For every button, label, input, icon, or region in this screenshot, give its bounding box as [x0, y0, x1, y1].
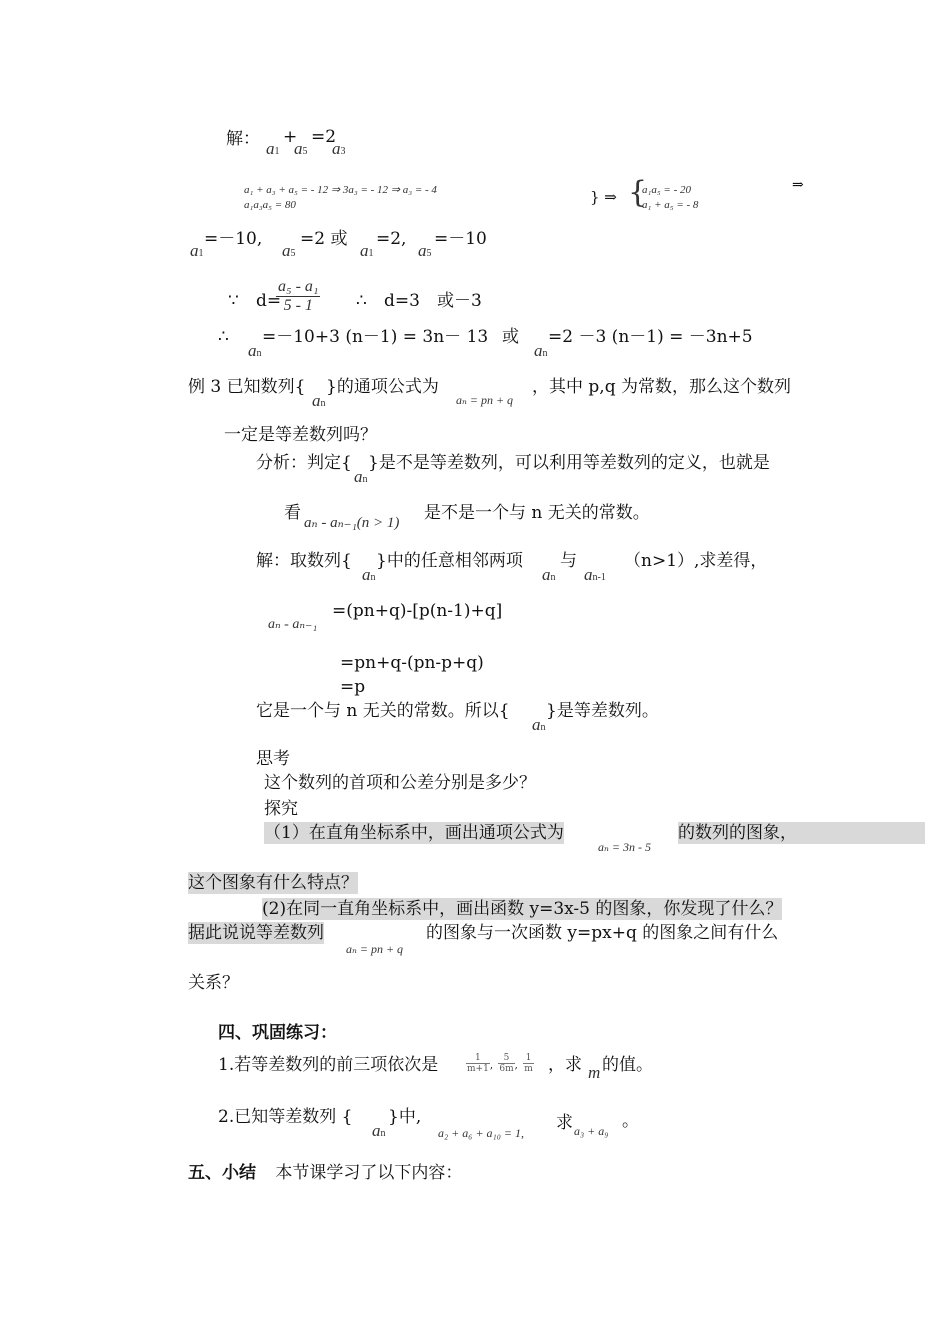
think-question: 这个数列的首项和公差分别是多少？: [264, 773, 536, 793]
d-result: d=3 或－3: [384, 291, 482, 311]
root-a1-symbol: a1: [190, 241, 204, 260]
practice-q2-part4: 。: [622, 1111, 639, 1131]
practice-q2-an: an: [372, 1121, 386, 1140]
practice-q1-part3: 的值。: [602, 1055, 653, 1075]
solution2-conclusion-1: 它是一个与 n 无关的常数。所以{: [256, 701, 510, 721]
explore-2-part2: 据此说说等差数列: [188, 923, 324, 943]
practice-q1-fractions: $\frac{1}{m+1}$ , $\frac{5}{6m}$ , $\frac{1}{m}$: [467, 1053, 533, 1074]
an-symbol-2: an: [534, 341, 548, 360]
example3-part3: ，其中 p,q 为常数，那么这个数列: [532, 377, 791, 397]
practice-q1-m: m: [588, 1063, 601, 1082]
an-expression-2: =2 －3 (n－1) = －3n+5: [548, 327, 753, 347]
explore-2-formula: aₙ = pn + q: [346, 942, 404, 956]
summary-line: [188, 1162, 462, 1184]
explore-1-part3: 这个图象有什么特点？: [188, 873, 358, 893]
root-a5-value-2: =－10: [434, 229, 487, 249]
practice-q1-part2: ，求: [548, 1055, 582, 1075]
root-a1-value-2: =2,: [376, 229, 407, 249]
root-a5-symbol: a5: [282, 241, 296, 260]
summary-heading: 五、小结: [188, 1163, 256, 1183]
system-line-2: a₁a₃a₅ = 80: [244, 199, 296, 211]
solution2-lhs: aₙ - aₙ₋₁: [268, 617, 318, 632]
therefore-symbol-2: ∴: [218, 327, 229, 347]
solution2-part4: （n>1）,求差得，: [624, 551, 768, 571]
system-brace: {: [628, 175, 648, 210]
practice-q1-part1: 1.若等差数列的前三项依次是: [218, 1055, 439, 1075]
explore-1-part2: 的数列的图象，: [678, 822, 925, 844]
system-result-1: a₁a₅ = - 20: [642, 184, 691, 196]
solution2-step1: =(pn+q)-[p(n-1)+q]: [332, 601, 503, 621]
root-a5-value: =2 或: [300, 229, 348, 249]
system-result-2: a₁ + a₅ = - 8: [642, 199, 699, 211]
practice-q2-part3: 求: [556, 1113, 573, 1133]
example3-an: an: [312, 391, 326, 410]
solution2-step3: =p: [340, 677, 366, 697]
plus-sign: +: [283, 127, 298, 147]
system-line-1: a₁ + a₃ + a₅ = - 12 ⇒ 3a₃ = - 12 ⇒ a₃ = - 4: [244, 184, 437, 196]
explore-1-formula: aₙ = 3n - 5: [598, 840, 651, 854]
solution2-and: 与: [560, 551, 577, 571]
a5-symbol: a5: [294, 139, 308, 158]
example3-formula: aₙ = pn + q: [456, 393, 514, 407]
analysis-part2: }是不是等差数列，可以利用等差数列的定义，也就是: [368, 453, 770, 473]
because-symbol: ∵: [228, 291, 239, 311]
practice-q2-formula: a₂ + a₆ + a₁₀ = 1,: [438, 1126, 524, 1140]
solution-label: 解：: [226, 129, 260, 149]
d-fraction: $\frac{\text{a₅ - a₁}}{5 - 1}$: [278, 278, 319, 314]
explore-2-part1: (2)在同一直角坐标系中，画出函数 y=3x-5 的图象，你发现了什么？: [262, 899, 783, 919]
example3-part2: }的通项公式为: [326, 377, 439, 397]
explore-2-part3: 的图象与一次函数 y=px+q 的图象之间有什么: [426, 923, 779, 943]
practice-q2-part2: }中,: [388, 1107, 422, 1127]
analysis-difference: aₙ - aₙ₋₁(n > 1): [304, 515, 400, 531]
solution2-an-term: an: [542, 565, 556, 584]
root-a1-value: =－10,: [204, 229, 263, 249]
solution2-conclusion-2: }是等差数列。: [546, 701, 659, 721]
explore-title: 探究: [264, 799, 298, 819]
explore-1-part1: （1）在直角坐标系中，画出通项公式为: [264, 823, 564, 843]
practice-heading: 四、巩固练习：: [218, 1023, 337, 1043]
root-a1-symbol-2: a1: [360, 241, 374, 260]
solution2-an-1-term: an-1: [584, 565, 606, 584]
d-equals: d=: [256, 291, 282, 311]
solution2-step2: =pn+q-(pn-p+q): [340, 653, 484, 673]
analysis-part4: 是不是一个与 n 无关的常数。: [424, 503, 650, 523]
solution2-part2: }中的任意相邻两项: [376, 551, 523, 571]
implies-arrow: ⇒: [792, 177, 804, 193]
eq-two: =2: [311, 127, 337, 147]
an-or: 或: [502, 327, 519, 347]
solution2-conclusion-an: an: [532, 715, 546, 734]
analysis-part1: 分析：判定{: [256, 453, 352, 473]
solution-a1-a5-line: [226, 128, 260, 150]
a3-symbol: a3: [332, 139, 346, 158]
an-symbol: an: [248, 341, 262, 360]
summary-text: 本节课学习了以下内容：: [275, 1163, 463, 1183]
therefore-symbol: ∴: [356, 291, 367, 311]
think-title: 思考: [256, 749, 290, 769]
root-a5-symbol-2: a5: [418, 241, 432, 260]
explore-2-part4: 关系？: [188, 973, 239, 993]
analysis-an: an: [354, 467, 368, 486]
system-arrow: } ⇒: [590, 188, 617, 206]
example3-question: 一定是等差数列吗？: [224, 425, 377, 445]
analysis-look: 看: [284, 503, 301, 523]
practice-q2-sum: a₃ + a₉: [574, 1124, 609, 1138]
solution2-part1: 解：取数列{: [256, 551, 352, 571]
practice-q2-part1: 2.已知等差数列 {: [218, 1107, 353, 1127]
a1-symbol: a1: [266, 139, 280, 158]
an-expression-1: =－10+3 (n－1) = 3n－ 13: [262, 327, 489, 347]
solution2-an: an: [362, 565, 376, 584]
example3-part1: 例 3 已知数列{: [188, 377, 306, 397]
